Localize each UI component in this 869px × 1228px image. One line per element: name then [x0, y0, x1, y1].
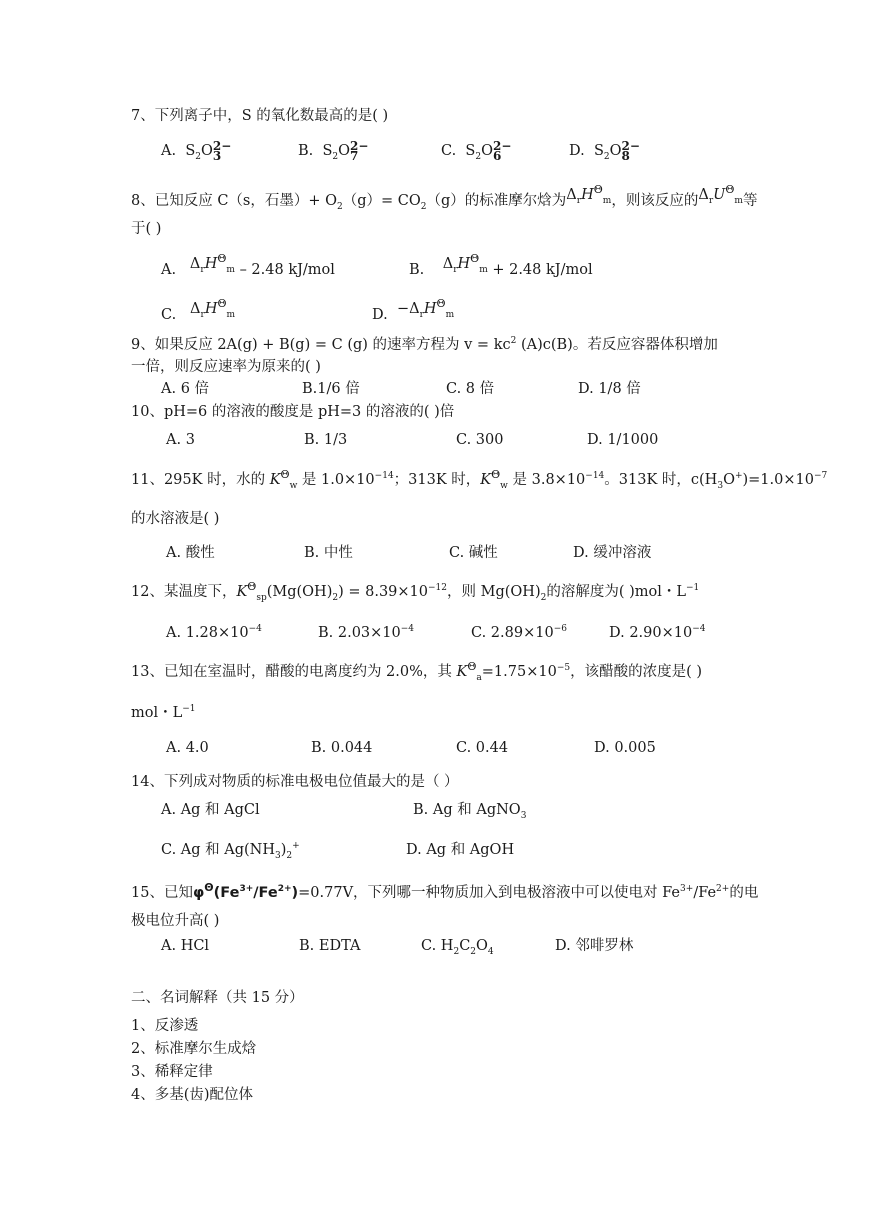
q13-option-b: B. 0.044	[311, 740, 373, 756]
q12-option-c: C. $2.89\times 10^{-6}$	[471, 624, 567, 641]
q9-option-a: A. 6 倍	[161, 381, 210, 397]
q8-option-a: A. $\Delta_rH^\Theta_m - 2.48$ kJ/mol	[161, 252, 335, 278]
q10-option-c: C. 300	[456, 432, 504, 448]
q10-option-a: A. 3	[166, 432, 195, 448]
q15-option-c: C. $H_2C_2O_4$	[421, 938, 494, 957]
q7-stem: 7、下列离子中，S 的氧化数最高的是( )	[131, 108, 389, 124]
q11-stem-line2: 的水溶液是( )	[131, 511, 220, 527]
q7-option-d: D. $S_2O$ 2− 8	[569, 139, 640, 163]
q14-option-b: B. Ag 和 AgNO$_3$	[413, 802, 527, 821]
q15-stem-line2: 极电位升高( )	[131, 913, 220, 929]
q9-stem-line1: 9、如果反应 2A(g) + B(g) = C (g) 的速率方程为 $v = kc^2$ (A)c(B)。若反应容器体积增加	[131, 336, 718, 353]
q7-option-a: A. $S_2O$ 2− 3	[161, 139, 232, 163]
q10-option-b: B. 1/3	[304, 432, 348, 448]
q12-option-d: D. $2.90\times 10^{-4}$	[609, 624, 706, 641]
q8-option-b: B. $\Delta_rH^\Theta_m + 2.48$ kJ/mol	[409, 252, 593, 278]
q11-option-c: C. 碱性	[449, 545, 498, 561]
q15-option-a: A. HCl	[161, 938, 210, 954]
q7-option-c: C. $S_2O$ 2− 6	[441, 139, 512, 163]
q13-option-a: A. 4.0	[166, 740, 209, 756]
q11-option-a: A. 酸性	[166, 545, 215, 561]
q9-stem-line2: 一倍，则反应速率为原来的( )	[131, 359, 321, 375]
q15-option-d: D. 邻啡罗林	[555, 938, 634, 954]
term-item: 2、标准摩尔生成焓	[131, 1041, 257, 1057]
q11-option-d: D. 缓冲溶液	[573, 545, 652, 561]
q12-option-a: A. $1.28\times 10^{-4}$	[166, 624, 262, 641]
q11-option-b: B. 中性	[304, 545, 353, 561]
q13-stem-line1: 13、已知在室温时，醋酸的电离度约为 2.0%，其 $K^\Theta_a=1.75\times 10^{-5}$，该醋酸的浓度是( )	[131, 660, 703, 683]
q8-option-d: D. $-\Delta_rH^\Theta_m$	[372, 297, 455, 323]
q12-stem: 12、某温度下，$K^\Theta_{sp}(Mg(OH)_2) = 8.39\times 10^{-12}$，则 $Mg(OH)_2$的溶解度为( )mol・$L^{-1}$	[131, 580, 700, 603]
delta-r-h-m-symbol: $\Delta_rH^\Theta_m$	[566, 183, 612, 206]
q8-stem-line2: 于( )	[131, 221, 162, 237]
q12-option-b: B. $2.03\times 10^{-4}$	[318, 624, 415, 641]
term-item: 1、反渗透	[131, 1018, 199, 1034]
q10-stem: 10、pH=6 的溶液的酸度是 pH=3 的溶液的( )倍	[131, 404, 455, 420]
q8-option-c: C. $\Delta_rH^\Theta_m$	[161, 297, 236, 323]
q9-option-c: C. 8 倍	[446, 381, 495, 397]
term-item: 3、稀释定律	[131, 1064, 213, 1080]
q13-stem-line2: mol・$L^{-1}$	[131, 704, 196, 721]
q15-stem-line1: 15、已知$\varphi^\Theta(Fe^{3+}/Fe^{2+})=0.77V$，下列哪一种物质加入到电极溶液中可以使电对 $Fe^{3+}/Fe^{2+}$的电	[131, 881, 759, 901]
q11-stem-line1: 11、295K 时，水的 $K^\Theta_w$ 是 $1.0\times 10^{-14}$；313K 时，$K^\Theta_w$ 是 $3.8\times 10^{-14}$。313K 时，$c(H_3O^+)=1.0\times 10^{-7}$	[131, 468, 828, 491]
q7-option-b: B. $S_2O$ 2− 7	[298, 139, 369, 163]
section2-heading: 二、名词解释（共 15 分）	[131, 990, 304, 1006]
q14-option-c: C. Ag 和 $Ag(NH_3)_2^+$	[161, 841, 300, 861]
q13-option-c: C. 0.44	[456, 740, 509, 756]
q13-option-d: D. 0.005	[594, 740, 656, 756]
q9-option-b: B.1/6 倍	[302, 381, 360, 397]
q10-option-d: D. 1/1000	[587, 432, 659, 448]
q14-stem: 14、下列成对物质的标准电极电位值最大的是（ ）	[131, 774, 459, 790]
q8-stem-line1: 8、已知反应 C（s，石墨）+ $O_2(g)= CO_2(g)$的标准摩尔焓为$\Delta_rH^\Theta_m$，则该反应的$\Delta_rU^\Theta_m$等	[131, 183, 758, 212]
q9-option-d: D. 1/8 倍	[578, 381, 641, 397]
q14-option-a: A. Ag 和 AgCl	[161, 802, 260, 818]
q15-option-b: B. EDTA	[299, 938, 361, 954]
q14-option-d: D. Ag 和 AgOH	[406, 842, 515, 858]
delta-r-u-m-symbol: $\Delta_rU^\Theta_m$	[698, 183, 743, 206]
term-item: 4、多基(齿)配位体	[131, 1087, 254, 1103]
